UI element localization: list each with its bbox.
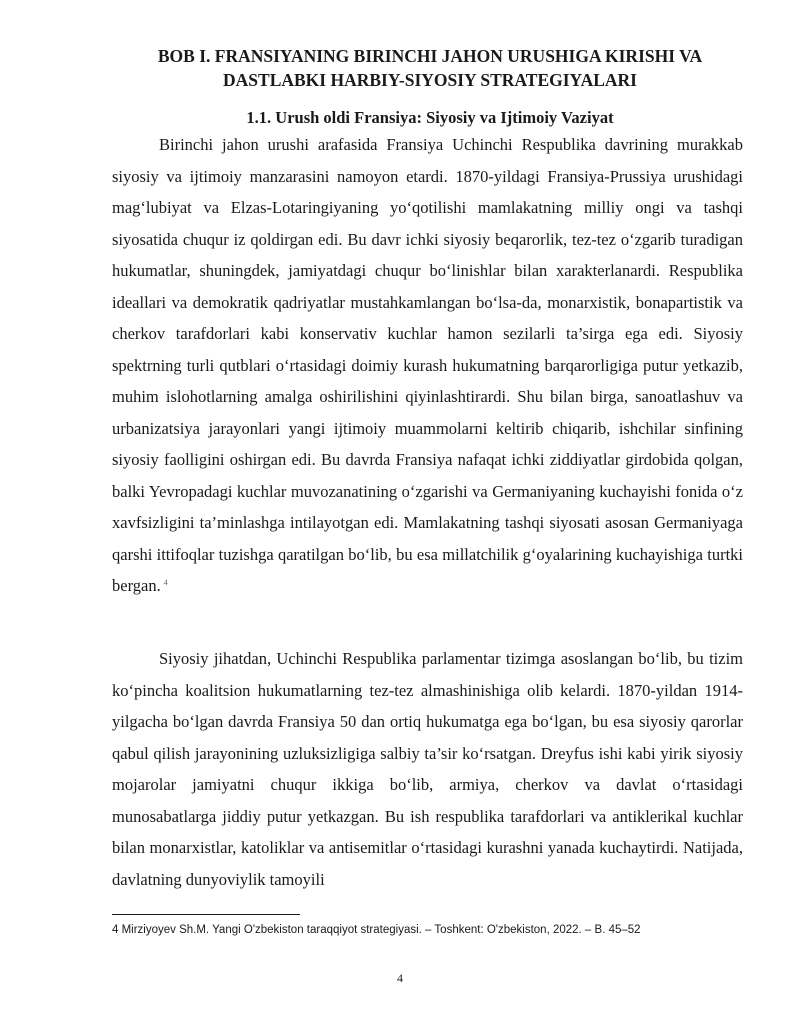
chapter-title — [100, 44, 760, 92]
footnote: 4 Mirziyoyev Sh.M. Yangi O'zbekiston taraqqiyot strategiyasi. – Toshkent: O'zbekiston, 2022. – B. 45–52 — [112, 924, 641, 936]
body-paragraph-2 — [112, 643, 743, 895]
paragraph-2-text: Siyosiy jihatdan, Uchinchi Respublika parlamentar tizimga asoslangan bo‘lib, bu tizim ko‘pincha koalitsion hukumatlarning tez-tez almashinishiga olib kelardi. 1870-yildan 1914-yilgacha bo‘lgan davrda Fransiya 50 dan ortiq hukumatga ega bo‘lgan, bu esa siyosiy qarorlar qabul qilish jarayonining uzluksizligiga salbiy ta’sir ko‘rsatgan. Dreyfus ishi kabi yirik siyosiy mojarolar jamiyatni chuqur ikkiga bo‘lib, armiya, cherkov va davlat o‘rtasidagi munosabatlarga jiddiy putur yetkazgan. Bu ish respublika tarafdorlari va antiklerikal kuchlar bilan monarxistlar, katoliklar va antisemitlar o‘rtasidagi kurashni yanada kuchaytirdi. Natijada, davlatning dunyoviylik tamoyili — [112, 649, 743, 889]
section-title: 1.1. Urush oldi Fransiya: Siyosiy va Ijtimoiy Vaziyat — [246, 108, 614, 127]
footnote-separator — [112, 914, 300, 915]
footnote-reference[interactable]: 4 — [163, 577, 168, 587]
body-paragraph-1 — [112, 129, 743, 602]
paragraph-1-text: Birinchi jahon urushi arafasida Fransiya Uchinchi Respublika davrining murakkab siyosiy va ijtimoiy manzarasini namoyon etardi. 1870-yildagi Fransiya-Prussiya urushidagi mag‘lubiyat va Elzas-Lotaringiyaning yo‘qotilishi mamlakatning milliy ongi va tashqi siyosatida chuqur iz qoldirgan edi. Bu davr ichki siyosiy beqarorlik, tez-tez o‘zgarib turadigan hukumatlar, shuningdek, jamiyatdagi chuqur bo‘linishlar bilan xarakterlanardi. Respublika ideallari va demokratik qadriyatlar mustahkamlangan bo‘lsa-da, monarxistik, bonapartistik va cherkov tarafdorlari kabi konservativ kuchlar hamon sezilarli ta’sirga ega edi. Siyosiy spektrning turli qutblari o‘rtasidagi doimiy kurash hukumatning barqarorligiga putur yetkazib, muhim islohotlarning amalga oshirilishini qiyinlashtirardi. Shu bilan birga, sanoatlashuv va urbanizatsiya jarayonlari yangi ijtimoiy muammolarni keltirib chiqarib, ishchilar sinfining siyosiy faolligini oshirgan edi. Bu davrda Fransiya nafaqat ichki ziddiyatlar girdobida qolgan, balki Yevropadagi kuchlar muvozanatining o‘zgarishi va Germaniyaning kuchayishi fonida o‘z xavfsizligini ta’minlashga intilayotgan edi. Mamlakatning tashqi siyosati asosan Germaniyaga qarshi ittifoqlar tuzishga qaratilgan bo‘lib, bu esa millatchilik g‘oyalarining kuchayishiga turtki bergan. — [112, 135, 743, 595]
chapter-title-line-1: BOB I. FRANSIYANING BIRINCHI JAHON URUSHIGA KIRISHI VA — [157, 46, 703, 66]
chapter-title-line-2: DASTLABKI HARBIY-SIYOSIY STRATEGIYALARI — [223, 70, 637, 90]
page-number: 4 — [397, 971, 403, 985]
